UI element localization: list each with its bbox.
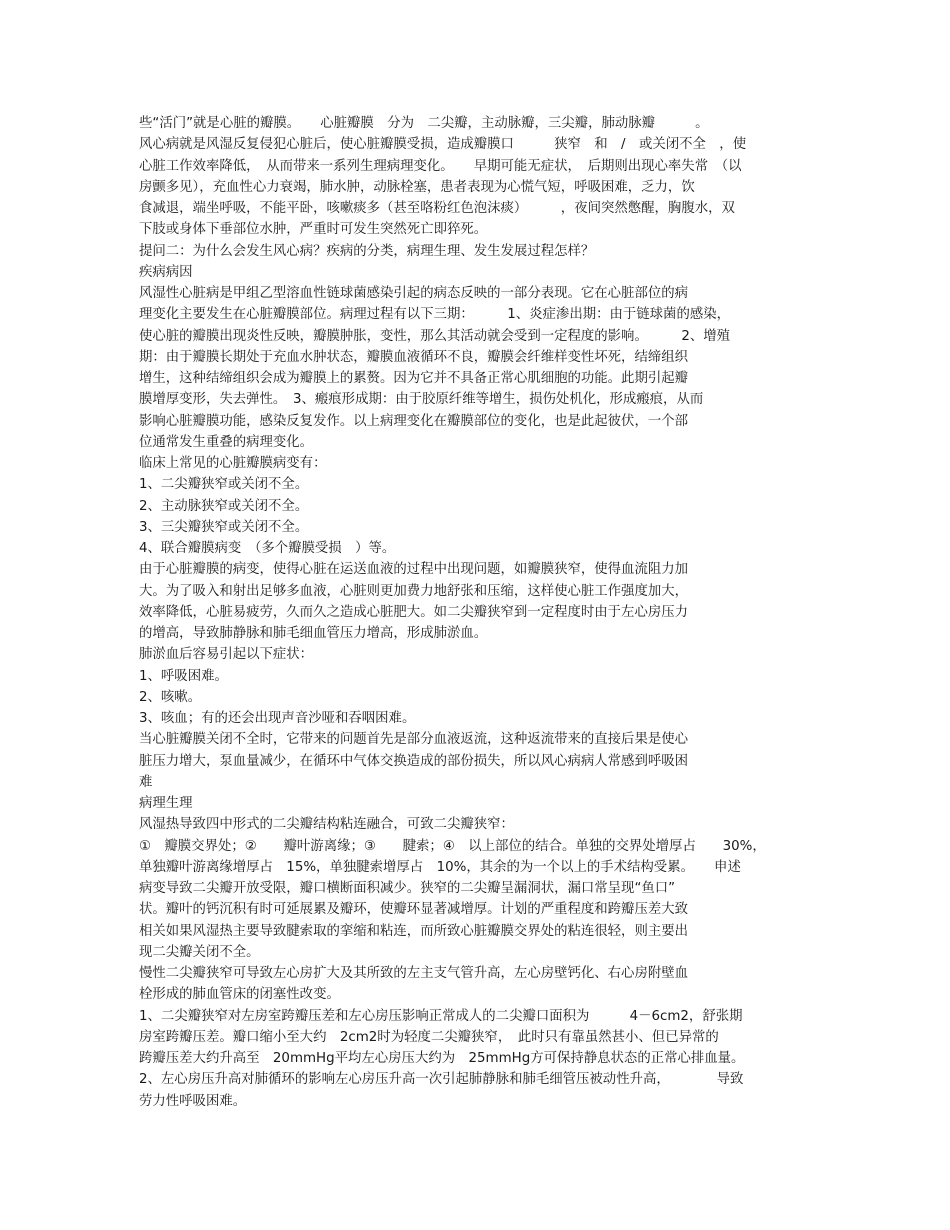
text-line: 提问二：为什么会发生风心病？疾病的分类，病理生理、发生发展过程怎样？ <box>139 243 595 259</box>
text-line: 疾病病因 <box>139 264 193 280</box>
text-line: 食减退，端坐呼吸，不能平卧，咳嗽痰多（甚至咯粉红色泡沫痰） ，夜间突然憋醒，胸腹水，双 <box>139 201 735 216</box>
text-line: 栓形成的肺血管床的闭塞性改变。 <box>139 987 340 1003</box>
text-line: 使心脏的瓣膜出现炎性反映，瓣膜肿胀，变性，那么其活动就会受到一定程度的影响。 2、增殖 <box>139 328 731 344</box>
text-line: 增生，这种结缔组织会成为瓣膜上的累赘。因为它并不具备正常心肌细胞的功能。此期引起瓣 <box>139 371 689 386</box>
text-line: 脏压力增大，泵血量减少，在循环中气体交换造成的部份损失，所以风心病病人常感到呼吸困 <box>139 753 689 769</box>
text-line: 临床上常见的心脏瓣膜病变有： <box>139 456 327 471</box>
text-line: 相关如果风湿热主要导致腱索取的挛缩和粘连，而所致心脏瓣膜交界处的粘连很轻，则主要出 <box>139 923 689 939</box>
text-line: 2、咳嗽。 <box>139 689 202 705</box>
text-line: 期：由于瓣膜长期处于充血水肿状态，瓣膜血液循环不良，瓣膜会纤维样变性坏死，结缔组织 <box>139 349 689 365</box>
text-line: 由于心脏瓣膜的病变，使得心脏在运送血液的过程中出现问题，如瓣膜狭窄，使得血流阻力加 <box>139 562 689 578</box>
document-body <box>139 113 809 1112</box>
text-line: 状。瓣叶的钙沉积有时可延展累及瓣环，使瓣环显著减增厚。计划的严重程度和跨瓣压差大致 <box>139 902 689 918</box>
text-line: 4、联合瓣膜病变 （多个瓣膜受损 ）等。 <box>139 541 396 556</box>
text-line: 2、左心房压升高对肺循环的影响左心房压升高一次引起肺静脉和肺毛细管压被动性升高， 导致 <box>139 1072 744 1088</box>
text-line: 跨瓣压差大约升高至 20mmHg平均左心房压大约为 25mmHg方可保持静息状态的正常心排血量。 <box>139 1051 745 1066</box>
text-line: 理变化主要发生在心脏瓣膜部位。病理过程有以下三期： 1、炎症渗出期：由于链球菌的感染， <box>139 307 731 323</box>
text-line: 2、主动脉狭窄或关闭不全。 <box>139 498 309 514</box>
text-line: 3、三尖瓣狭窄或关闭不全。 <box>139 519 309 535</box>
text-line: 膜增厚变形，失去弹性。 3、瘢痕形成期：由于胶原纤维等增生，损伤处机化，形成瘢痕，从而 <box>139 392 704 408</box>
text-line: 些“活门”就是心脏的瓣膜。 心脏瓣膜 分为 二尖瓣，主动脉瓣，三尖瓣，肺动脉瓣 。 <box>139 116 709 131</box>
text-line: 的增高，导致肺静脉和肺毛细血管压力增高，形成肺淤血。 <box>139 626 488 641</box>
text-line: 风心病就是风湿反复侵犯心脏后，使心脏瓣膜受损，造成瓣膜口 狭窄 和 / 或关闭不全 ，使 <box>139 137 747 153</box>
text-line: 当心脏瓣膜关闭不全时，它带来的问题首先是部分血液返流，这种返流带来的直接后果是使心 <box>139 732 689 748</box>
text-line: 风湿热导致四中形式的二尖瓣结构粘连融合，可致二尖瓣狭窄： <box>139 817 514 833</box>
text-line: 3、咳血；有的还会出现声音沙哑和吞咽困难。 <box>139 711 416 726</box>
text-line: 单独瓣叶游离缘增厚占 15%，单独腱索增厚占 10%，其余的为一个以上的手术结构受累。 申述 <box>139 859 741 875</box>
text-line: 效率降低，心脏易疲劳，久而久之造成心脏肥大。如二尖瓣狭窄到一定程度时由于左心房压力 <box>139 604 689 620</box>
text-line: 下肢或身体下垂部位水肿，严重时可发生突然死亡即猝死。 <box>139 222 488 238</box>
text-line: 1、二尖瓣狭窄对左房室跨瓣压差和左心房压影响正常成人的二尖瓣口面积为 4－6cm2，舒张期 <box>139 1008 743 1024</box>
text-line: 现二尖瓣关闭不全。 <box>139 944 260 960</box>
text-line: 病理生理 <box>139 796 193 811</box>
text-line: 肺淤血后容易引起以下症状： <box>139 647 314 663</box>
text-line: 影响心脏瓣膜功能，感染反复发作。以上病理变化在瓣膜部位的变化，也是此起彼伏，一个部 <box>139 413 689 429</box>
text-line: 1、二尖瓣狭窄或关闭不全。 <box>139 477 309 493</box>
text-line: 慢性二尖瓣狭窄可导致左心房扩大及其所致的左主支气管升高，左心房壁钙化、右心房附壁血 <box>139 966 689 981</box>
text-line: 劳力性呼吸困难。 <box>139 1093 247 1109</box>
text-line: 大。为了吸入和射出足够多血液，心脏则更加费力地舒张和压缩，这样使心脏工作强度加大， <box>139 583 689 599</box>
text-line: 1、呼吸困难。 <box>139 668 228 684</box>
text-line: ① 瓣膜交界处；② 瓣叶游离缘；③ 腱索；④ 以上部位的结合。单独的交界处增厚占 30%， <box>139 838 766 854</box>
text-line: 心脏工作效率降低， 从而带来一系列生理病理变化。 早期可能无症状， 后期则出现心率失常 （以 <box>139 158 742 174</box>
text-line: 风湿性心脏病是甲组乙型溶血性链球菌感染引起的病态反映的一部分表现。它在心脏部位的病 <box>139 286 689 301</box>
text-line: 难 <box>139 774 153 790</box>
text-line: 位通常发生重叠的病理变化。 <box>139 434 314 450</box>
text-line: 病变导致二尖瓣开放受限，瓣口横断面积减少。狭窄的二尖瓣呈漏洞状，漏口常呈现“鱼口” <box>139 881 676 896</box>
text-line: 房室跨瓣压差。瓣口缩小至大约 2cm2时为轻度二尖瓣狭窄， 此时只有靠虽然甚小、但已异常的 <box>139 1029 719 1045</box>
text-line: 房颤多见），充血性心力衰竭，肺水肿，动脉栓塞，患者表现为心慌气短，呼吸困难，乏力，饮 <box>139 179 695 195</box>
